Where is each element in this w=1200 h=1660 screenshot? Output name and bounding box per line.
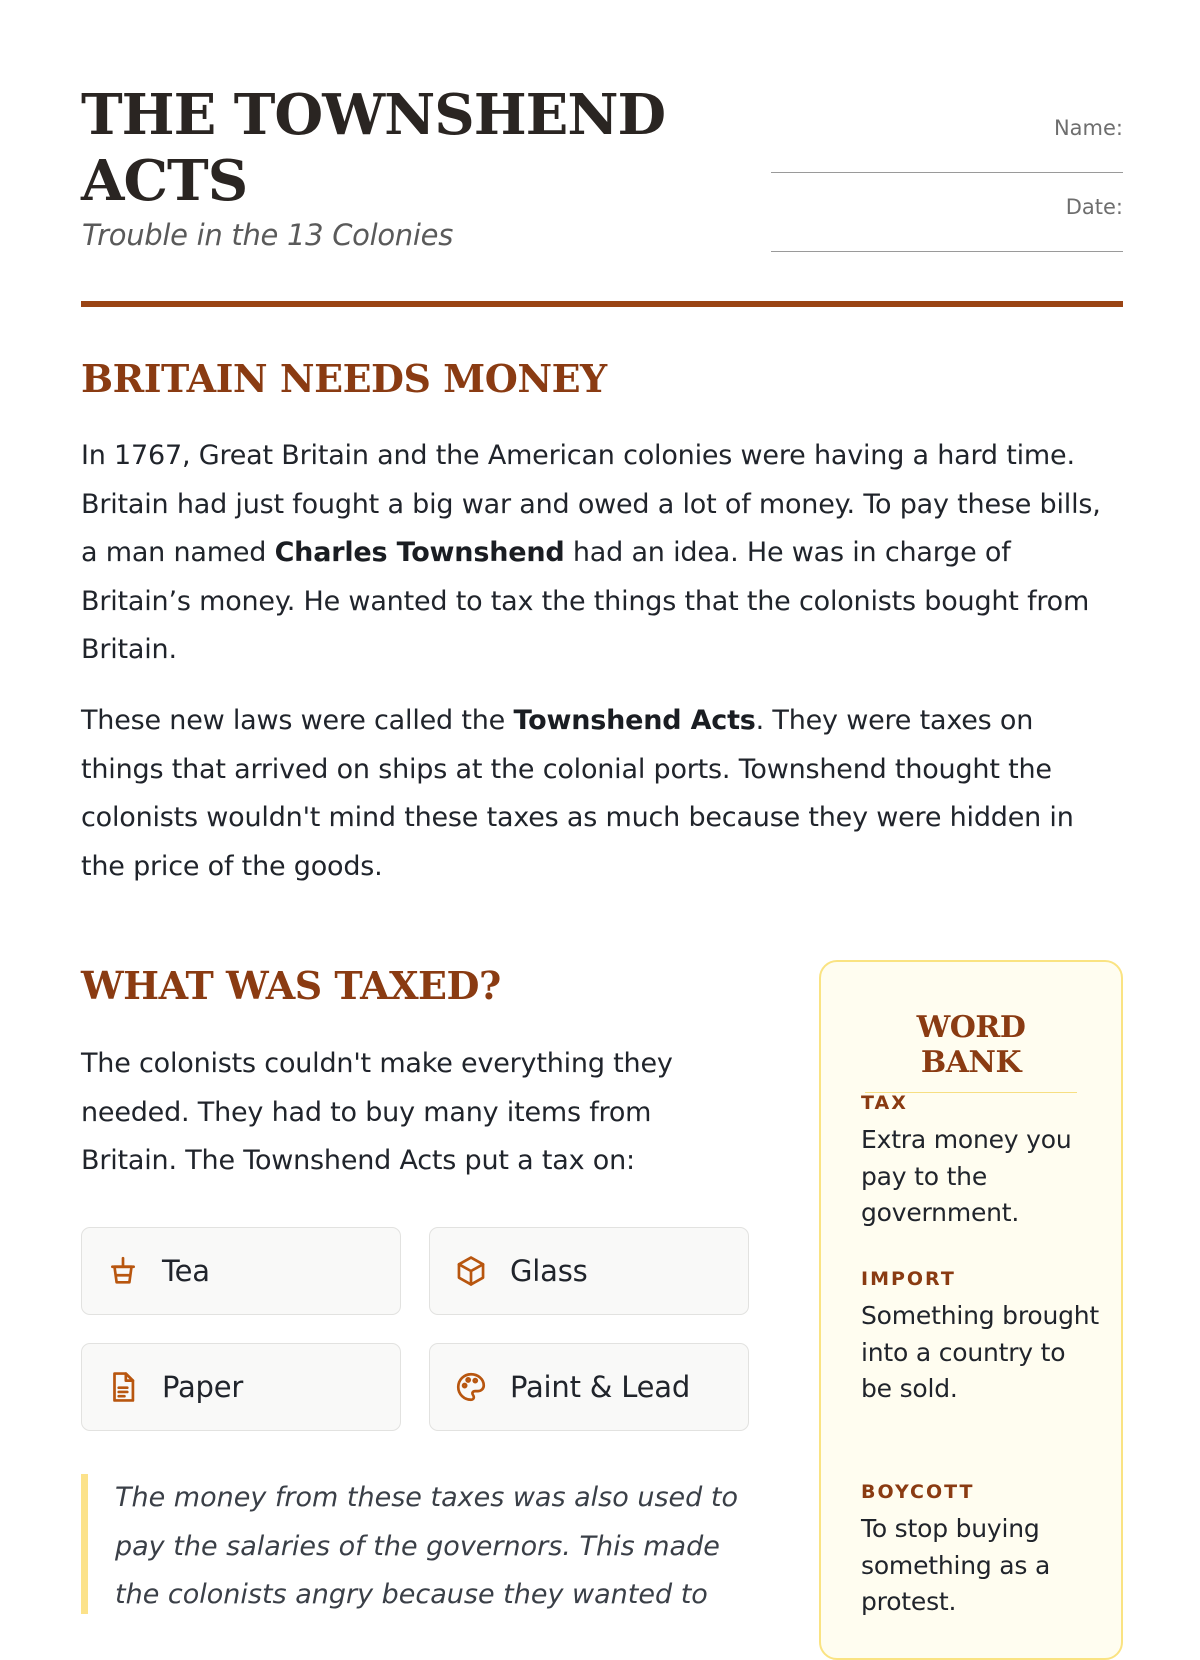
name-line[interactable] (771, 142, 1123, 173)
word-bank-term-tax (861, 1092, 1101, 1232)
tax-item-label: Paint & Lead (510, 1370, 691, 1404)
term-word: IMPORT (861, 1268, 956, 1290)
section-heading-britain-needs-money: BRITAIN NEEDS MONEY (81, 356, 607, 401)
paragraph-intro-text-b: had an idea. He was in charge of Britain’s money. He wanted to tax the things that the colonists bought from Britain. (81, 537, 1090, 665)
quote-block: The money from these taxes was also used to pay the salaries of the governors. This made the colonists angry because they wanted to (81, 1474, 761, 1614)
cup-icon (106, 1254, 140, 1288)
section-heading-what-was-taxed: WHAT WAS TAXED? (81, 963, 501, 1008)
date-label: Date: (1065, 195, 1123, 219)
paragraph-townshend-acts (81, 697, 1123, 891)
name-label: Name: (1053, 116, 1123, 140)
tax-item-label: Paper (162, 1370, 244, 1404)
term-definition: To stop buying something as a protest. (861, 1514, 1051, 1616)
term-word: BOYCOTT (861, 1481, 975, 1503)
term-word: TAX (861, 1092, 908, 1114)
box-icon (454, 1254, 488, 1288)
tax-item-tea (81, 1227, 401, 1315)
tax-item-label: Glass (510, 1254, 588, 1288)
paragraph-intro-text-a: In 1767, Great Britain and the American colonies were having a hard time. Britain had just fought a big war and owed a lot of money. To pay these bills, a man named (81, 440, 1101, 568)
word-bank-term-import (861, 1268, 1101, 1408)
palette-icon (454, 1370, 488, 1404)
date-field[interactable] (771, 193, 1123, 252)
townshend-acts-bold: Townshend Acts (513, 705, 756, 736)
page-title: THE TOWNSHEND ACTS (81, 82, 666, 214)
tax-item-paper (81, 1343, 401, 1431)
paragraph-intro (81, 432, 1123, 675)
term-definition: Something brought into a country to be sold. (861, 1301, 1100, 1403)
term-definition: Extra money you pay to the government. (861, 1125, 1072, 1227)
document-icon (106, 1370, 140, 1404)
tax-item-label: Tea (162, 1254, 210, 1288)
paragraph-acts-text-a: These new laws were called the (81, 705, 514, 736)
paragraph-taxed-intro: The colonists couldn't make everything they needed. They had to buy many items from Britain. The Townshend Acts put a tax on: (81, 1048, 673, 1176)
worksheet-page (81, 0, 1123, 1616)
page-subtitle: Trouble in the 13 Colonies (82, 218, 453, 252)
paragraph-acts-text-b: . They were taxes on things that arrived on ships at the colonial ports. Townshend thought the colonists wouldn't mind these taxes as much because they were hidden in the price of the goods. (81, 705, 1074, 882)
name-date-block (771, 114, 1123, 272)
tax-item-glass (429, 1227, 749, 1315)
tax-item-paint-lead (429, 1343, 749, 1431)
word-bank-title: WORD BANK (865, 1010, 1077, 1093)
name-field[interactable] (771, 114, 1123, 173)
header-divider (81, 301, 1123, 307)
word-bank (819, 960, 1123, 1660)
date-line[interactable] (771, 221, 1123, 252)
charles-townshend-bold: Charles Townshend (274, 537, 565, 568)
